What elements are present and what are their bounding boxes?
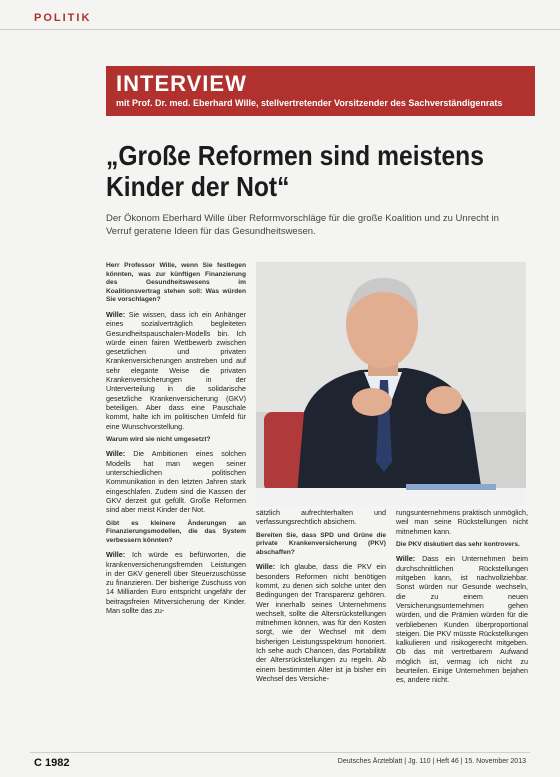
interview-banner xyxy=(106,66,535,116)
question-4: Bereiten Sie, dass SPD und Grüne die private Krankenversicherung (PKV) abschaffen? xyxy=(256,531,386,556)
banner-title: INTERVIEW xyxy=(116,71,247,96)
continuation-paragraph: rungsunternehmens praktisch unmöglich, weil man seine Rückstellungen nicht mitnehmen kann. xyxy=(396,508,528,536)
headline: „Große Reformen sind meistens Kinder der Not“ xyxy=(106,140,484,202)
top-rule xyxy=(0,29,560,30)
banner-subtitle: mit Prof. Dr. med. Eberhard Wille, stellvertretender Vorsitzender des Sachverständigenrats xyxy=(116,98,503,108)
text-column-2 xyxy=(256,508,386,688)
text-column-3 xyxy=(396,508,528,690)
question-1: Herr Professor Wille, wenn Sie festlegen könnten, was zur künftigen Finanzierung des Gesundheitswesens im Koalitionsvertrag stehen soll: Was würden Sie vorschlagen? xyxy=(106,262,246,304)
text-column-1 xyxy=(106,262,246,620)
answer-4: Wille: Ich glaube, dass die PKV ein besonders Reformen nicht benötigen kommt, zu denen sich solche unter den Bedingungen der Transparenz gehören. Wer innerhalb seines Unternehmens wechselt, sollte die Altersrückstellungen mitnehmen können, was für den Kosten sorgt, wie der Wechsel mit dem bisherigen Leistungsspektrum honoriert. Ich sehe auch Chancen, das Portabilität der Altersrückstellungen zu regeln. Ab einem bestimmten Alter ist ja bisher ein Wechsel des Versiche- xyxy=(256,562,386,683)
answer-2: Wille: Die Ambitionen eines solchen Modells hat man wegen seiner unterschiedlichen politischen Kommunikation in den letzten Jahren stark eingeschlafen. Zudem sind die Kassen der GKV derzeit gut gefüllt. Große Reformen sind aber meist Kinder der Not. xyxy=(106,449,247,515)
portrait-photo xyxy=(256,262,526,506)
portrait-illustration xyxy=(256,262,526,506)
page-number: C 1982 xyxy=(34,757,70,769)
lead-paragraph: Der Ökonom Eberhard Wille über Reformvorschläge für die große Koalition und zu Unrecht in Verruf geratene Ideen für das Gesundheitswesen. xyxy=(106,213,499,237)
journal-citation: Deutsches Ärzteblatt | Jg. 110 | Heft 46 | 15. November 2013 xyxy=(337,758,526,765)
section-label: POLITIK xyxy=(34,12,92,24)
footer-rule xyxy=(30,752,530,753)
question-5: Die PKV diskutiert das sehr kontrovers. xyxy=(396,540,520,548)
answer-3: Wille: Ich würde es befürworten, die krankenversicherungsfremden Leistungen in der GKV generell über Steuerzuschüsse zu finanzieren. Der bisherige Zuschuss von 14 Milliarden Euro entspricht ungefähr der beitragsfreien Mitversicherung der Kinder. Man sollte das zu- xyxy=(106,550,246,616)
question-3: Gibt es kleinere Änderungen an Finanzierungsmodellen, die das System verbessern könnten? xyxy=(106,519,246,544)
continuation-paragraph: sätzlich aufrechterhalten und verfassungsrechtlich absichern. xyxy=(256,508,386,527)
answer-5: Wille: Dass ein Unternehmen beim durchschnittlichen Rückstellungen mitgeben kann, ist nachvollziehbar. Sonst würden nur Gesunde wechseln, die zu einem neuen Versicherungsunternehmen gehen würden, und die Prämien würden für die verbliebenen Kunden überproportional steigen. Die PKV müsste Rückstellungen kalkulieren und risikogerecht mitgeben. Ob das mit vertretbarem Aufwand möglich ist, vermag ich nicht zu beurteilen. Einige Unternehmen bejahen es, andere nicht. xyxy=(396,554,528,685)
answer-1: Wille: Sie wissen, dass ich ein Anhänger eines sozialverträglich begleiteten Gesundheitspauschalen-Modells bin. Ich würde einen fairen Wettbewerb zwischen gesetzlichen und privaten Krankenversicherungen anstreben und auf sehr elegante Weise die privaten Krankenversicherungen in der Unterverteilung in die solidarische gesetzliche Krankenversicherung (GKV) beteiligen. Aber dass eine Pauschale kommt, halte ich im politischen Umfeld für eine Wunschvorstellung. xyxy=(106,309,247,431)
question-2: Warum wird sie nicht umgesetzt? xyxy=(106,435,211,443)
